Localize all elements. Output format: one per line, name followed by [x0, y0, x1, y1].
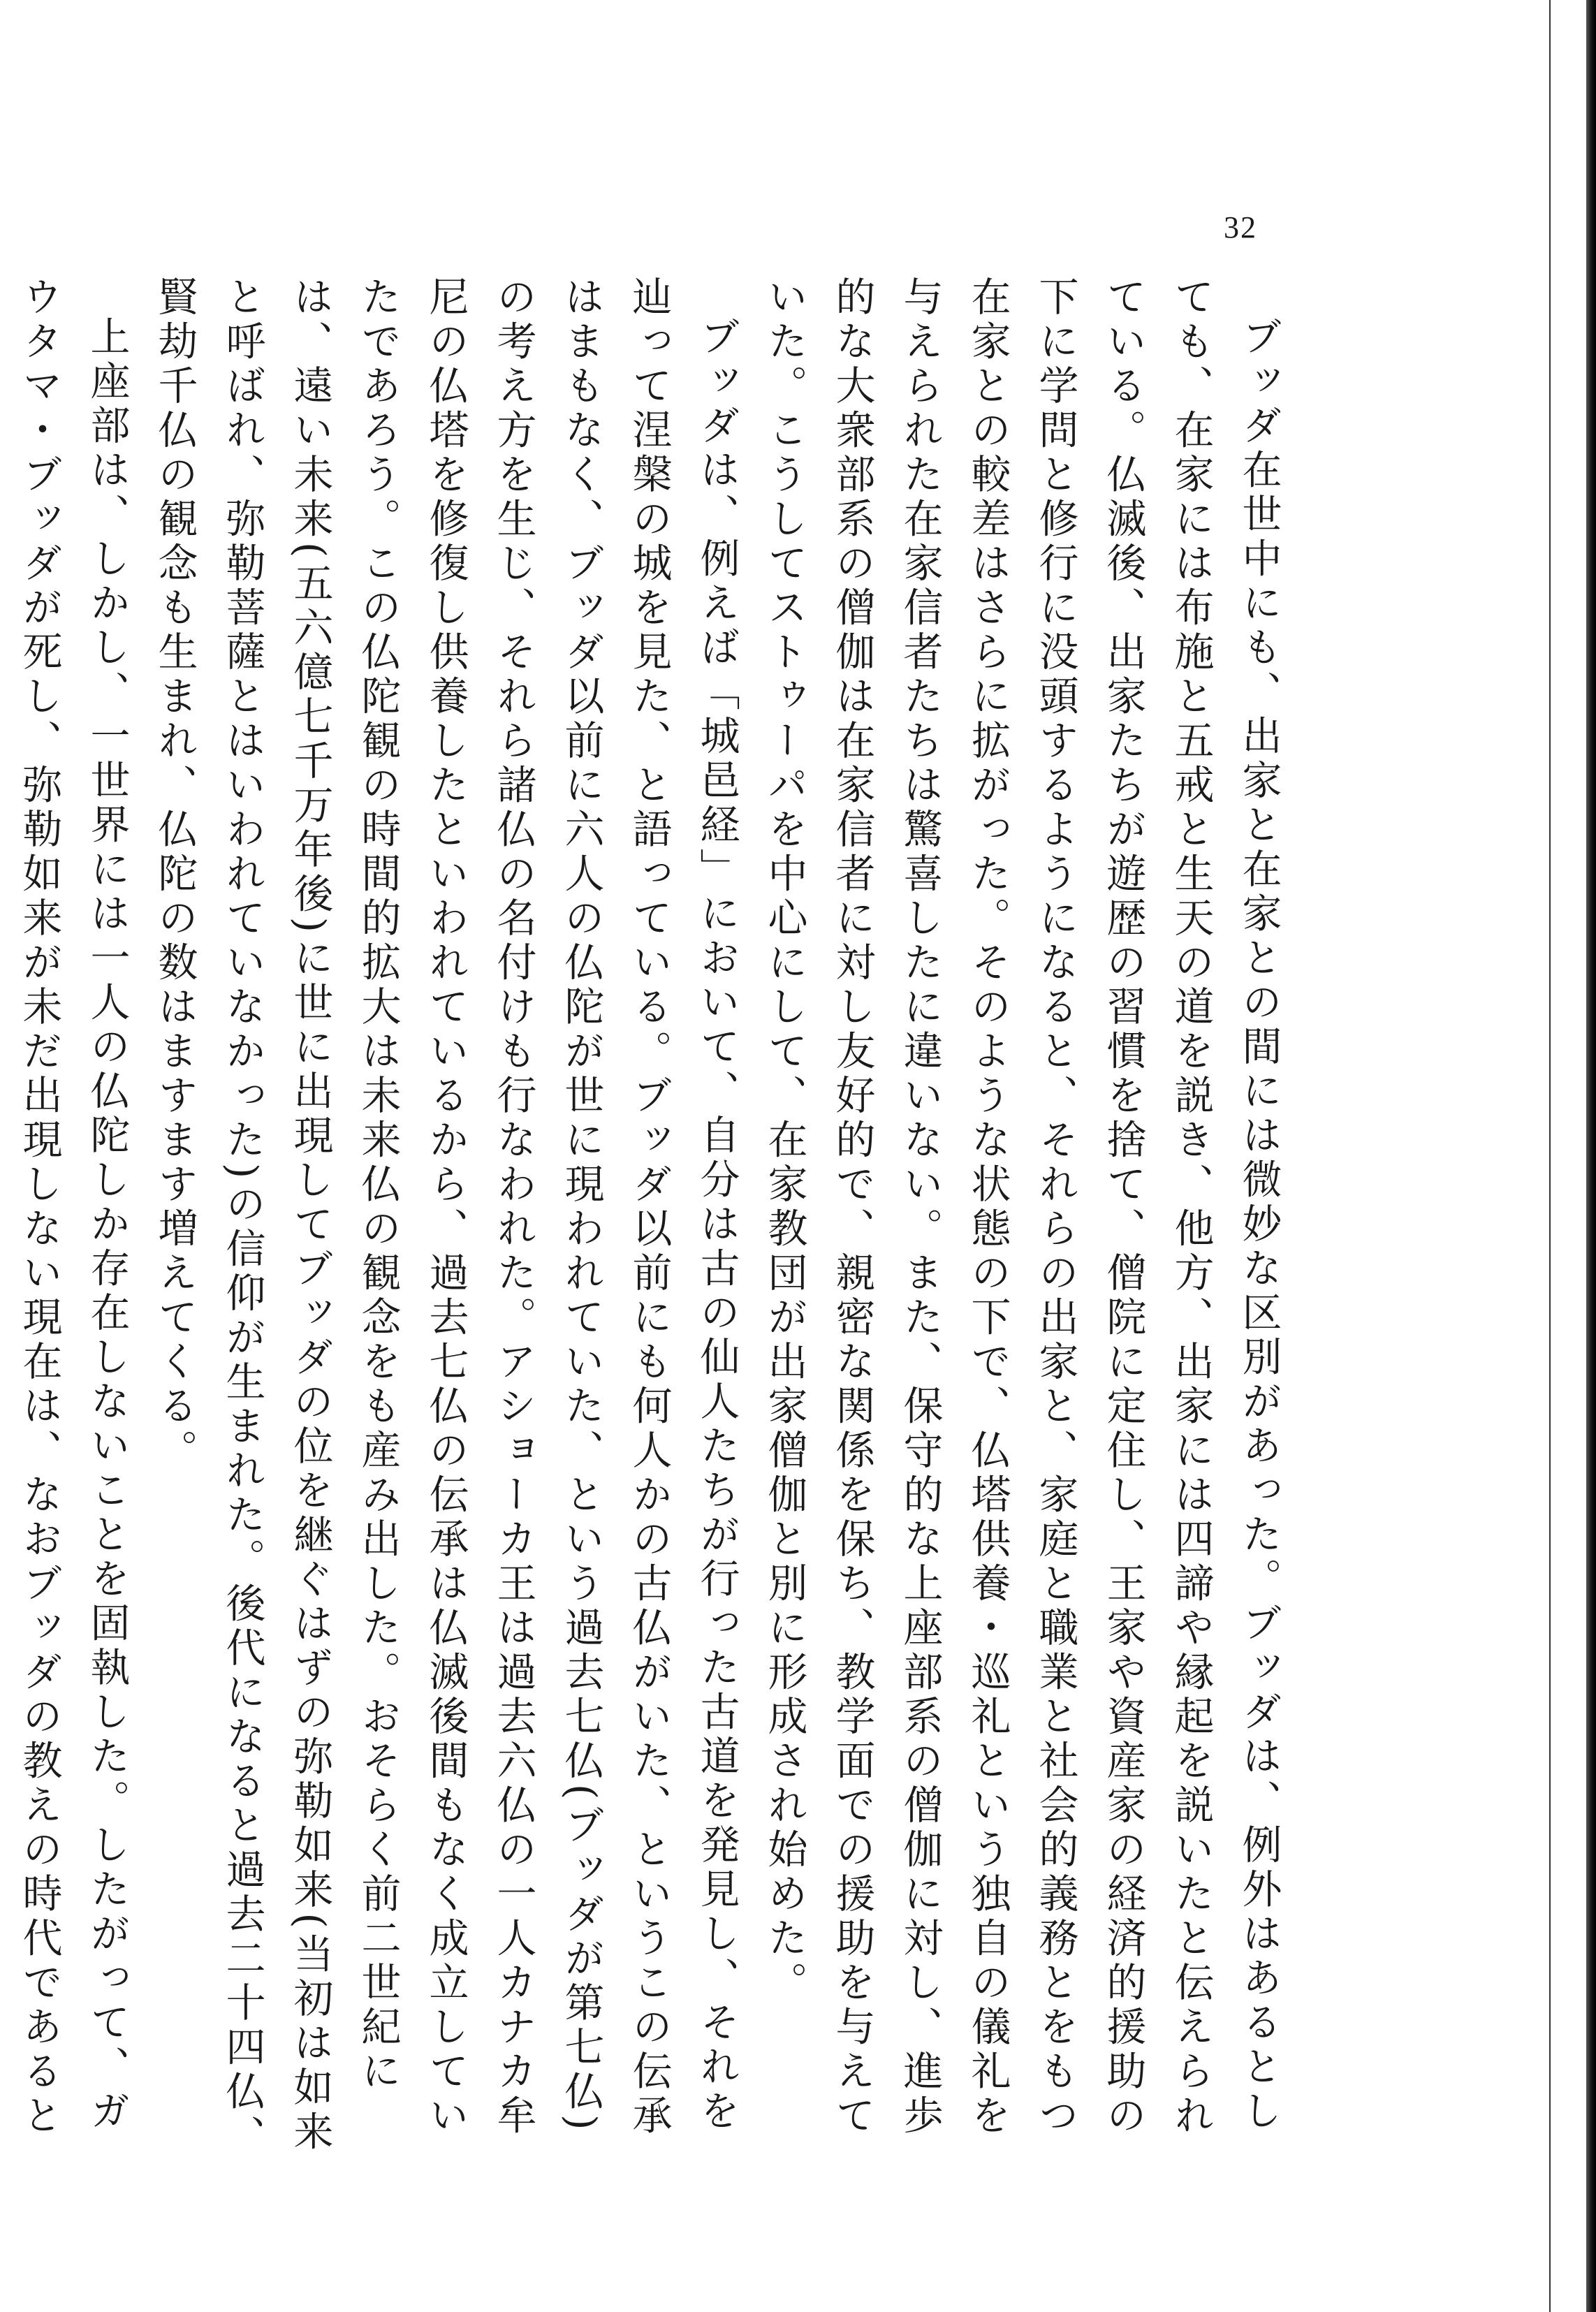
page-number: 32	[1224, 210, 1257, 244]
scan-edge-line	[1549, 0, 1551, 2312]
scan-edge	[1586, 0, 1596, 2312]
paragraph-2: ブッダは、例えば「城邑経」において、自分は古の仙人たちが行った古道を発見し、それを辿って涅槃の城を見た、と語っている。ブッダ以前にも何人かの古仏がいた、というこの伝承はまもなく、ブッダ以前に六人の仏陀が世に現われていた、という過去七仏(ブッダが第七仏)の考え方を生じ、それら諸仏の名付けも行なわれた。アショーカ王は過去六仏の一人カナカ牟尼の仏塔を修復し供養したといわれているから、過去七仏の伝承は仏滅後間もなく成立していたであろう。この仏陀観の時間的拡大は未来仏の観念をも産み出した。おそらく前二世紀には、遠い未来(五六億七千万年後)に世に出現してブッダの位を継ぐはずの弥勒如来(当初は如来と呼ばれ、弥勒菩薩とはいわれていなかった)の信仰が生まれた。後代になると過去二十四仏、賢劫千仏の観念も生まれ、仏陀の数はますます増えてくる。	[152, 276, 740, 2159]
paragraph-1: ブッダ在世中にも、出家と在家との間には微妙な区別があった。ブッダは、例外はあるとしても、在家には布施と五戒と生天の道を説き、他方、出家には四諦や縁起を説いたと伝えられている。仏滅後、出家たちが遊歴の習慣を捨て、僧院に定住し、王家や資産家の経済的援助の下に学問と修行に没頭するようになると、それらの出家と、家庭と職業と社会的義務とをもつ在家との較差はさらに拡がった。そのような状態の下で、仏塔供養・巡礼という独自の儀礼を与えられた在家信者たちは驚喜したに違いない。また、保守的な上座部系の僧伽に対し、進歩的な大衆部系の僧伽は在家信者に対し友好的で、親密な関係を保ち、教学面での援助を与えていた。こうしてストゥーパを中心にして、在家教団が出家僧伽と別に形成され始めた。	[761, 276, 1282, 2139]
vertical-text-block	[16, 276, 1292, 2162]
paragraph-3: 上座部は、しかし、一世界には一人の仏陀しか存在しないことを固執した。したがって、ガウタマ・ブッダが死し、弥勒如来が未だ出現しない現在は、なおブッダの教えの時代であると	[16, 276, 130, 2139]
